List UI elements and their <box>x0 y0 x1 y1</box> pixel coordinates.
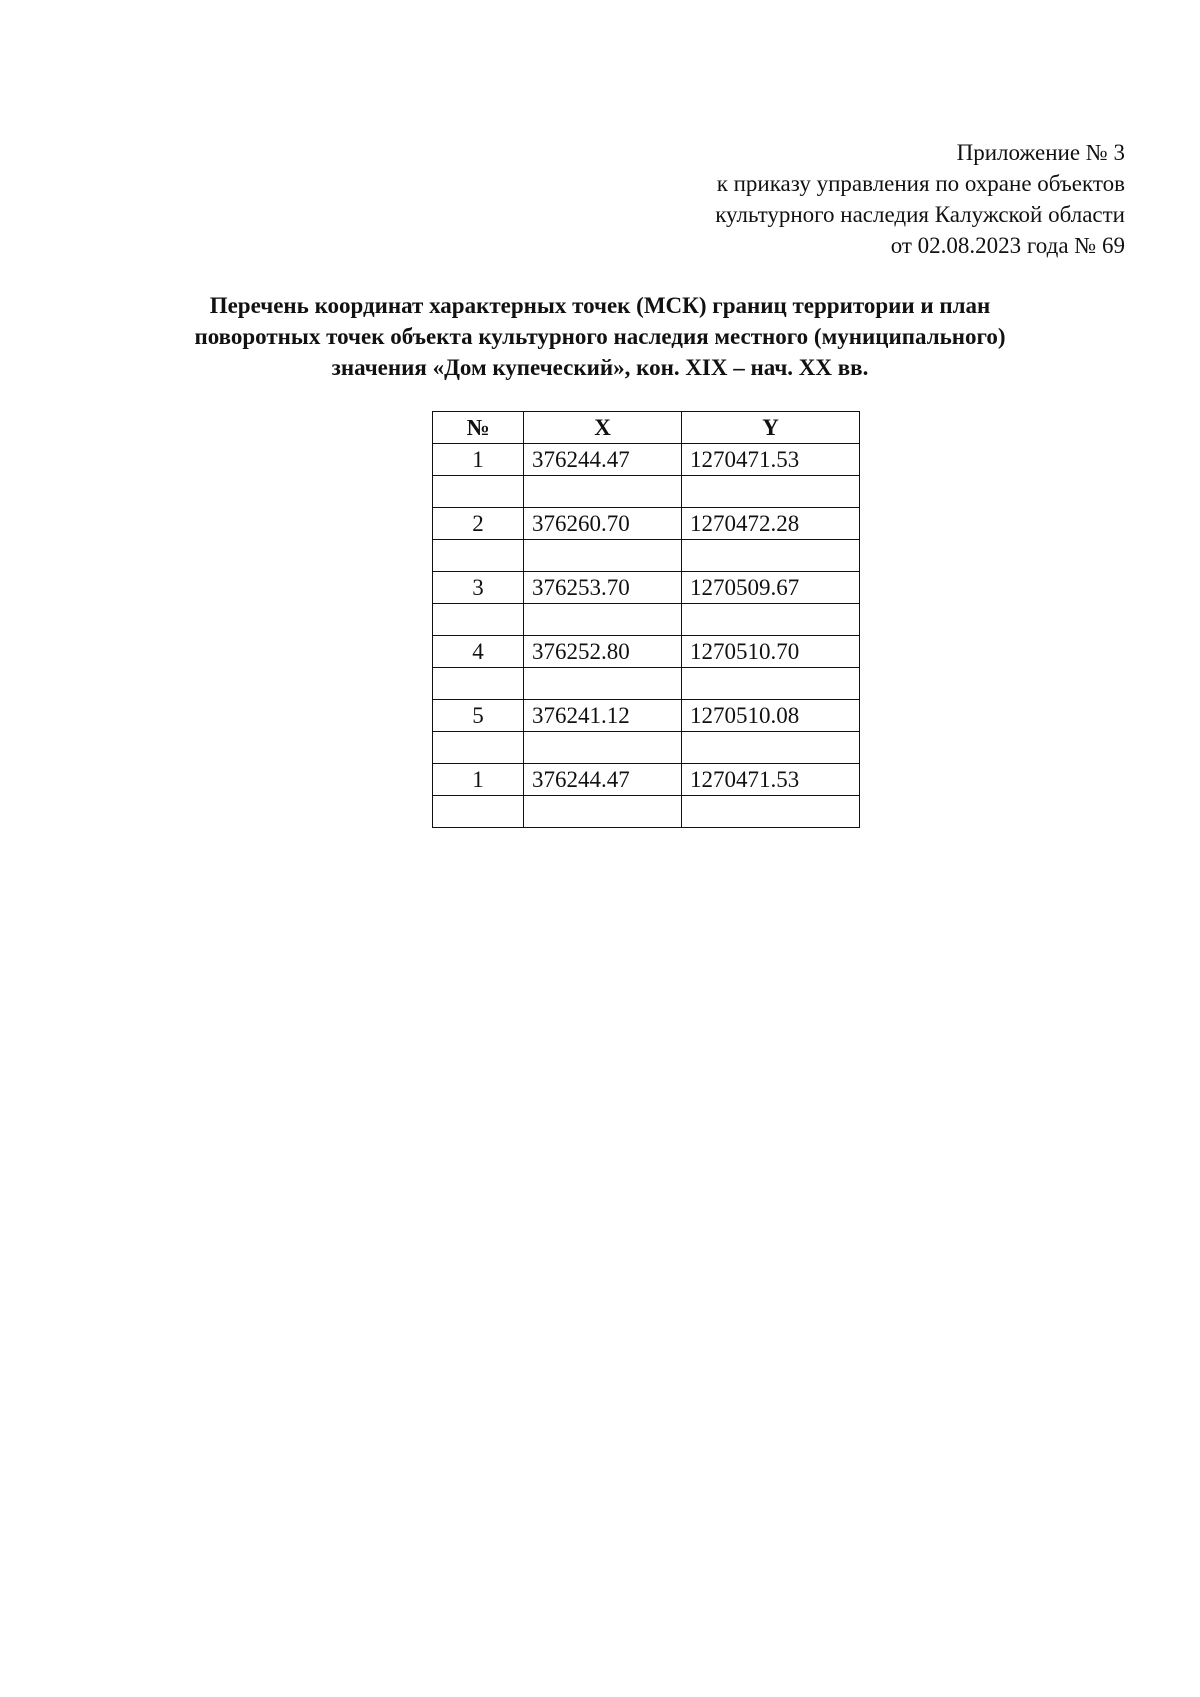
table-row <box>433 572 860 604</box>
cell-x <box>524 476 682 508</box>
cell-x <box>524 668 682 700</box>
table-row <box>433 476 860 508</box>
cell-y: 1270510.70 <box>682 636 860 668</box>
header-x: X <box>524 412 682 444</box>
table-row <box>433 636 860 668</box>
table-row <box>433 508 860 540</box>
cell-number <box>433 796 524 828</box>
title-line-1: Перечень координат характерных точек (МСК) границ территории и план <box>209 293 991 318</box>
table-row <box>433 604 860 636</box>
cell-number: 1 <box>433 764 524 796</box>
cell-x: 376253.70 <box>524 572 682 604</box>
appendix-order-line: к приказу управления по охране объектов <box>716 171 1125 196</box>
cell-number: 3 <box>433 572 524 604</box>
cell-number <box>433 476 524 508</box>
document-title <box>150 290 1050 383</box>
cell-x <box>524 604 682 636</box>
cell-y: 1270510.08 <box>682 700 860 732</box>
cell-x: 376244.47 <box>524 444 682 476</box>
title-line-2: поворотных точек объекта культурного наследия местного (муниципального) <box>194 324 1006 349</box>
cell-x: 376241.12 <box>524 700 682 732</box>
cell-number: 1 <box>433 444 524 476</box>
cell-x: 376252.80 <box>524 636 682 668</box>
table-row <box>433 668 860 700</box>
cell-number: 4 <box>433 636 524 668</box>
table-row <box>433 796 860 828</box>
cell-y <box>682 604 860 636</box>
table-row <box>433 732 860 764</box>
table-row <box>433 764 860 796</box>
cell-y <box>682 732 860 764</box>
cell-y <box>682 796 860 828</box>
appendix-number: Приложение № 3 <box>956 140 1125 165</box>
cell-y: 1270509.67 <box>682 572 860 604</box>
cell-number <box>433 668 524 700</box>
appendix-authority-line: культурного наследия Калужской области <box>715 202 1125 227</box>
appendix-header <box>715 137 1125 261</box>
cell-x <box>524 796 682 828</box>
header-y: Y <box>682 412 860 444</box>
cell-x: 376244.47 <box>524 764 682 796</box>
cell-number: 2 <box>433 508 524 540</box>
table-header-row <box>433 412 860 444</box>
cell-x <box>524 732 682 764</box>
coordinates-table <box>432 411 860 828</box>
table-row <box>433 540 860 572</box>
cell-x: 376260.70 <box>524 508 682 540</box>
cell-number: 5 <box>433 700 524 732</box>
cell-y <box>682 668 860 700</box>
cell-y: 1270472.28 <box>682 508 860 540</box>
cell-y: 1270471.53 <box>682 444 860 476</box>
cell-x <box>524 540 682 572</box>
table-row <box>433 700 860 732</box>
cell-number <box>433 732 524 764</box>
cell-y <box>682 540 860 572</box>
cell-number <box>433 540 524 572</box>
title-line-3: значения «Дом купеческий», кон. XIX – нач. XX вв. <box>331 355 869 380</box>
table-row <box>433 444 860 476</box>
appendix-date-line: от 02.08.2023 года № 69 <box>890 233 1125 258</box>
cell-y: 1270471.53 <box>682 764 860 796</box>
cell-y <box>682 476 860 508</box>
cell-number <box>433 604 524 636</box>
header-number: № <box>433 412 524 444</box>
